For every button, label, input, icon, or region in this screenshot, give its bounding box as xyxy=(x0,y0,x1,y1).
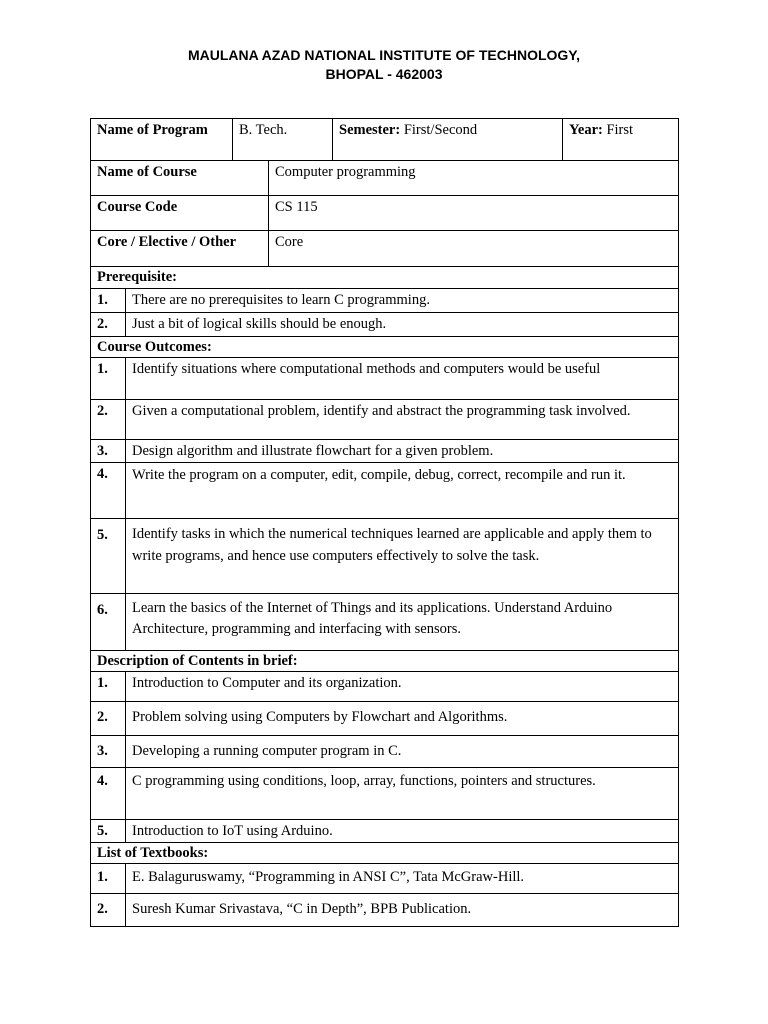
item-number: 1. xyxy=(91,672,126,702)
item-number: 4. xyxy=(91,768,126,820)
textbooks-heading-row xyxy=(91,843,679,864)
item-number: 5. xyxy=(91,519,126,594)
course-table xyxy=(90,118,679,927)
list-item xyxy=(91,313,679,337)
list-item xyxy=(91,702,679,736)
item-text: Introduction to IoT using Arduino. xyxy=(126,820,679,843)
course-name-value: Computer programming xyxy=(269,161,679,196)
contents-heading: Description of Contents in brief: xyxy=(91,651,679,672)
program-name-value: B. Tech. xyxy=(233,119,333,161)
item-text: Introduction to Computer and its organization. xyxy=(126,672,679,702)
item-number: 1. xyxy=(91,358,126,400)
item-number: 3. xyxy=(91,736,126,768)
course-code-label: Course Code xyxy=(91,196,269,231)
semester-label: Semester: xyxy=(339,122,401,138)
item-text: Identify situations where computational methods and computers would be useful xyxy=(126,358,679,400)
semester-cell xyxy=(333,119,563,161)
list-item xyxy=(91,736,679,768)
textbooks-heading: List of Textbooks: xyxy=(91,843,679,864)
outcomes-heading: Course Outcomes: xyxy=(91,337,679,358)
year-cell xyxy=(563,119,679,161)
item-text: Developing a running computer program in C. xyxy=(126,736,679,768)
program-row xyxy=(91,119,679,161)
item-text: Learn the basics of the Internet of Things and its applications. Understand Arduino Architecture, programming and interfacing with sensors. xyxy=(126,594,679,651)
item-text: Suresh Kumar Srivastava, “C in Depth”, BPB Publication. xyxy=(126,894,679,927)
outcomes-heading-row xyxy=(91,337,679,358)
list-item xyxy=(91,358,679,400)
item-text: E. Balaguruswamy, “Programming in ANSI C”, Tata McGraw-Hill. xyxy=(126,864,679,894)
prerequisite-heading: Prerequisite: xyxy=(91,267,679,289)
course-code-row xyxy=(91,196,679,231)
item-text: Identify tasks in which the numerical techniques learned are applicable and apply them to write programs, and hence use computers effectively to solve the task. xyxy=(126,519,679,594)
semester-value: First/Second xyxy=(400,122,478,138)
course-type-value: Core xyxy=(269,231,679,267)
list-item xyxy=(91,894,679,927)
course-type-label: Core / Elective / Other xyxy=(91,231,269,267)
item-text: Given a computational problem, identify and abstract the programming task involved. xyxy=(126,400,679,440)
item-number: 5. xyxy=(91,820,126,843)
list-item xyxy=(91,768,679,820)
list-item xyxy=(91,400,679,440)
list-item xyxy=(91,289,679,313)
course-code-value: CS 115 xyxy=(269,196,679,231)
item-text: C programming using conditions, loop, array, functions, pointers and structures. xyxy=(126,768,679,820)
item-text: Design algorithm and illustrate flowchart for a given problem. xyxy=(126,440,679,463)
item-number: 2. xyxy=(91,702,126,736)
item-number: 4. xyxy=(91,463,126,519)
item-number: 1. xyxy=(91,289,126,313)
item-number: 3. xyxy=(91,440,126,463)
contents-heading-row xyxy=(91,651,679,672)
list-item xyxy=(91,820,679,843)
course-name-label: Name of Course xyxy=(91,161,269,196)
course-type-row xyxy=(91,231,679,267)
institute-address: BHOPAL - 462003 xyxy=(325,66,443,82)
institute-name: MAULANA AZAD NATIONAL INSTITUTE OF TECHNOLOGY, xyxy=(188,47,580,63)
list-item xyxy=(91,864,679,894)
item-number: 6. xyxy=(91,594,126,651)
item-number: 2. xyxy=(91,313,126,337)
list-item xyxy=(91,672,679,702)
prerequisite-heading-row xyxy=(91,267,679,289)
item-text: There are no prerequisites to learn C programming. xyxy=(126,289,679,313)
year-label: Year: xyxy=(569,122,603,138)
list-item xyxy=(91,519,679,594)
item-text: Problem solving using Computers by Flowchart and Algorithms. xyxy=(126,702,679,736)
item-text: Just a bit of logical skills should be enough. xyxy=(126,313,679,337)
program-name-label: Name of Program xyxy=(91,119,233,161)
year-value: First xyxy=(602,122,634,138)
item-number: 2. xyxy=(91,894,126,927)
course-name-row xyxy=(91,161,679,196)
list-item xyxy=(91,594,679,651)
item-number: 2. xyxy=(91,400,126,440)
list-item xyxy=(91,463,679,519)
list-item xyxy=(91,440,679,463)
item-number: 1. xyxy=(91,864,126,894)
item-text: Write the program on a computer, edit, compile, debug, correct, recompile and run it. xyxy=(126,463,679,519)
document-header xyxy=(0,46,768,84)
